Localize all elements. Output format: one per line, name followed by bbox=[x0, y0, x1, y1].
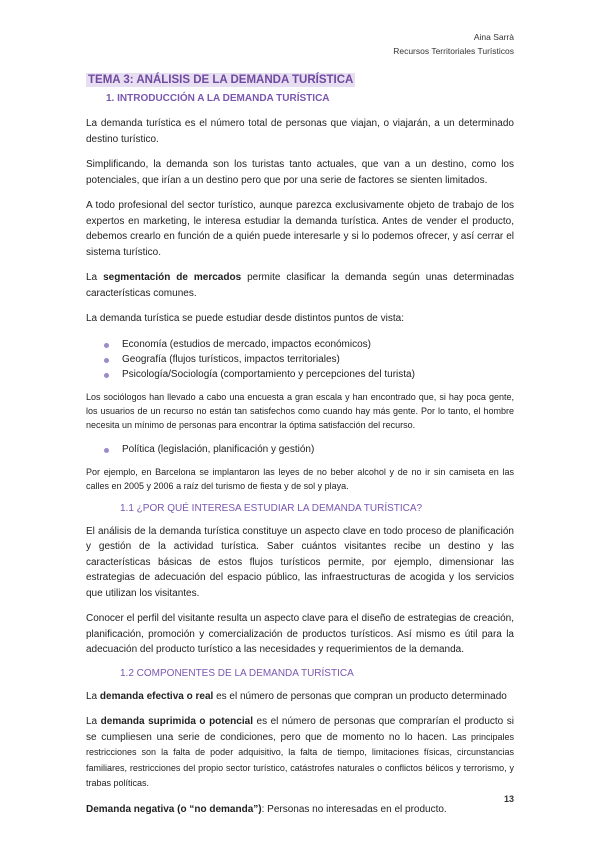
term-segmentation: segmentación de mercados bbox=[103, 272, 242, 283]
list-item: Economía (estudios de mercado, impactos económicos) bbox=[104, 337, 514, 352]
paragraph-viewpoints: La demanda turística se puede estudiar desde distintos puntos de vista: bbox=[86, 313, 404, 324]
paragraph-example: Por ejemplo, en Barcelona se implantaron las leyes de no beber alcohol y de no ir sin camiseta en las calles en 2005 y 2006 a raíz del turismo de fiesta y de sol y playa. bbox=[86, 466, 514, 491]
paragraph-analysis: El análisis de la demanda turística constituye un aspecto clave en todo proceso de planificación y gestión de la actividad turística. Saber cuántos visitantes recibe un destino y las características básicas de estos flujos turísticos permite, por ejemplo, dimensionar las estrategias de adecuación del espacio público, las infraestructuras de acogida y los servicios que utilizan los visitantes. bbox=[86, 525, 514, 599]
term-effective-demand: demanda efectiva o real bbox=[99, 690, 214, 702]
list-item: Psicología/Sociología (comportamiento y percepciones del turista) bbox=[104, 367, 514, 382]
section-heading-components: 1.2 COMPONENTES DE LA DEMANDA TURÍSTICA bbox=[120, 667, 354, 679]
viewpoints-list bbox=[86, 337, 514, 382]
paragraph-negative-demand: Demanda negativa (o “no demanda”): Personas no interesadas en el producto. bbox=[86, 803, 447, 815]
section-heading-intro: 1. INTRODUCCIÓN A LA DEMANDA TURÍSTICA bbox=[106, 93, 330, 104]
bullet-icon bbox=[104, 448, 109, 453]
list-item: Política (legislación, planificación y gestión) bbox=[104, 442, 514, 457]
paragraph-profile: Conocer el perfil del visitante resulta un aspecto clave para el diseño de estrategias de creación, planificación, promoción y comercialización de productos turísticos. Así mismo es útil para la adecuación del producto turístico a las necesidades y requerimientos de la demanda. bbox=[86, 613, 514, 655]
term-negative-demand: Demanda negativa (o “no demanda”) bbox=[86, 803, 262, 815]
bullet-icon bbox=[104, 373, 109, 378]
list-item: Geografía (flujos turísticos, impactos territoriales) bbox=[104, 352, 514, 367]
paragraph-definition: La demanda turística es el número total de personas que viajan, o viajarán, a un determinado destino turístico. bbox=[86, 118, 514, 145]
page-number: 13 bbox=[503, 794, 514, 804]
header-subject: Recursos Territoriales Turísticos bbox=[393, 46, 514, 56]
restrictions-text: Las principales restricciones son la falta de poder adquisitivo, la falta de tiempo, limitaciones físicas, circunstancias familiares, restricciones del propio sector turístico, catástrofes naturales o conflictos bélicos y terrorismo, y trabas políticas. bbox=[86, 731, 514, 788]
paragraph-effective-demand: La demanda efectiva o real es el número de personas que compran un producto determinado bbox=[86, 690, 507, 702]
bullet-icon bbox=[104, 343, 109, 348]
paragraph-suppressed-demand: La demanda suprimida o potencial es el número de personas que comprarían el producto si se cumpliesen una serie de condiciones, pero que de momento no lo hacen. Las principales restricciones son la falta de poder adquisitivo, la falta de tiempo, limitaciones físicas, circunstancias familiares, restricciones del propio sector turístico, catástrofes naturales o conflictos bélicos y terrorismo, y trabas políticas. bbox=[86, 716, 515, 788]
paragraph-simplification: Simplificando, la demanda son los turistas tanto actuales, que van a un destino, como los potenciales, que irían a un destino pero que por una serie de factores se sienten limitados. bbox=[86, 159, 514, 186]
viewpoints-list-2 bbox=[86, 442, 514, 457]
paragraph-professional: A todo profesional del sector turístico, aunque parezca exclusivamente objeto de trabajo de los expertos en marketing, le interesa estudiar la demanda turística. Antes de vender el producto, debemos crearlo en función de a quién puede interesarle y si lo podemos ofrecer, y así cerrar el sistema turístico. bbox=[86, 200, 514, 258]
header-author: Aina Sarrà bbox=[473, 32, 514, 42]
page-header bbox=[393, 30, 514, 58]
paragraph-sociologists: Los sociólogos han llevado a cabo una encuesta a gran escala y han encontrado que, si hay poca gente, los usuarios de un recurso no están tan satisfechos como cuando hay más gente. Por lo tanto, el hombre necesita un mínimo de personas para encontrar la óptima satisfacción del recurso. bbox=[86, 391, 514, 430]
page-title: TEMA 3: ANÁLISIS DE LA DEMANDA TURÍSTICA bbox=[88, 74, 354, 86]
term-suppressed-demand: demanda suprimida o potencial bbox=[100, 716, 253, 727]
section-heading-why: 1.1 ¿POR QUÉ INTERESA ESTUDIAR LA DEMANDA TURÍSTICA? bbox=[120, 502, 423, 514]
bullet-icon bbox=[104, 358, 109, 363]
paragraph-segmentation: La segmentación de mercados permite clasificar la demanda según unas determinadas características comunes. bbox=[86, 272, 515, 299]
document-body bbox=[86, 70, 514, 827]
